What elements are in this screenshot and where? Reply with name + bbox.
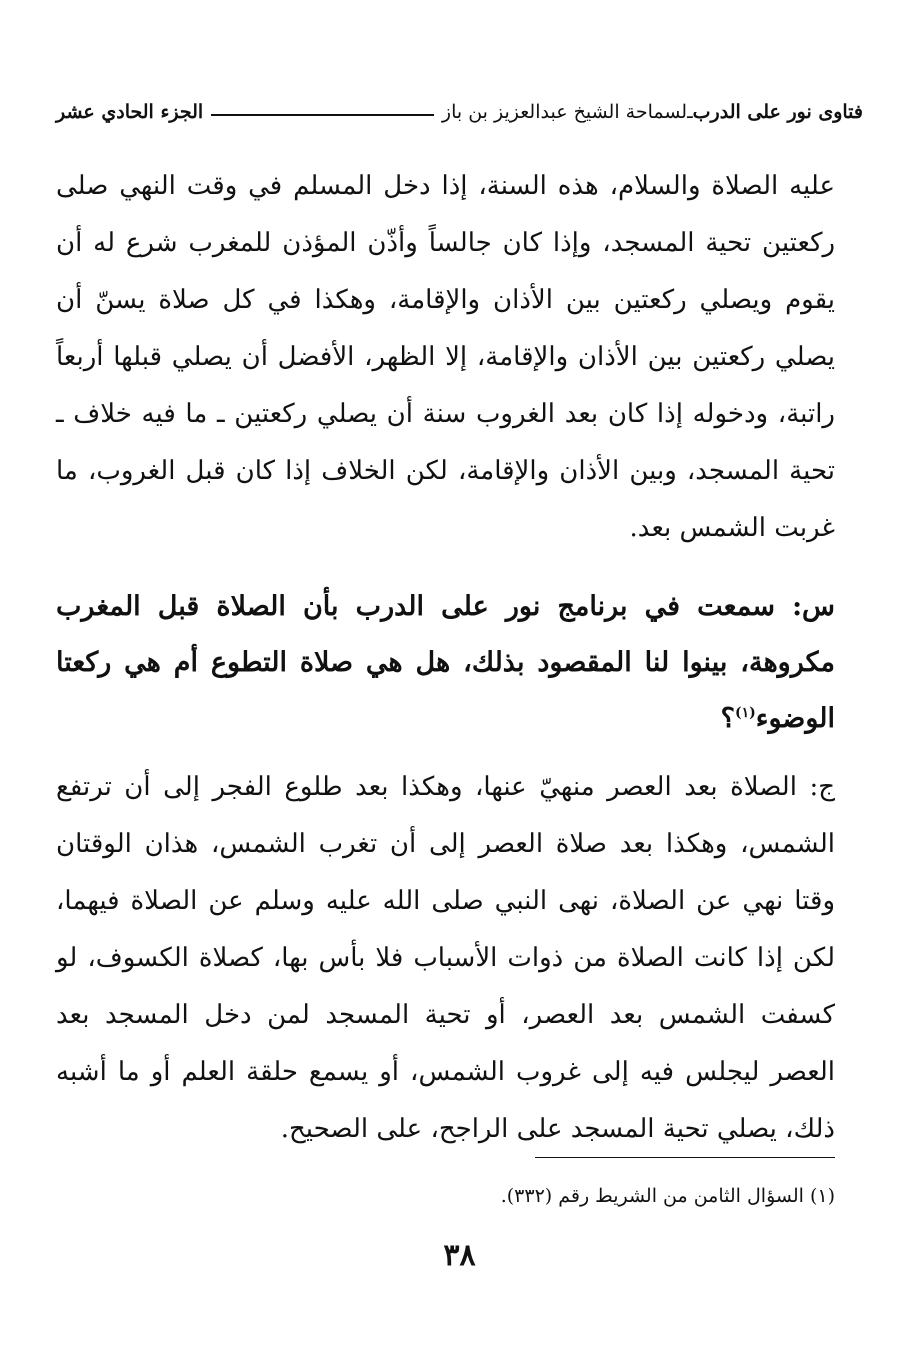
question-mark: ؟ xyxy=(720,703,735,734)
paragraph: عليه الصلاة والسلام، هذه السنة، إذا دخل المسلم في وقت النهي صلى ركعتين تحية المسجد، وإذا كان جالساً وأذّن المؤذن للمغرب شرع له أن يقوم ويصلي ركعتين بين الأذان والإقامة، وهكذا في كل صلاة يسنّ أن يصلي ركعتين بين الأذان والإقامة، إلا الظهر، الأفضل أن يصلي قبلها أربعاً راتبة، ودخوله إذا كان بعد الغروب سنة أن يصلي ركعتين ـ ما فيه خلاف ـ تحية المسجد، وبين الأذان والإقامة، لكن الخلاف إذا كان قبل الغروب، ما غربت الشمس بعد. xyxy=(56,171,835,543)
main-text xyxy=(56,158,835,1158)
question xyxy=(56,579,835,747)
running-header xyxy=(56,88,863,122)
footnote: (١) السؤال الثامن من الشريط رقم (٣٣٢). xyxy=(500,1185,835,1207)
question-text: س: سمعت في برنامج نور على الدرب بأن الصلاة قبل المغرب مكروهة، بينوا لنا المقصود بذلك، هل هي صلاة التطوع أم هي ركعتا الوضوء xyxy=(56,591,835,734)
book-author: لسماحة الشيخ عبدالعزيز بن باز xyxy=(441,101,688,123)
header-dash: ـ xyxy=(687,101,693,123)
answer: ج: الصلاة بعد العصر منهيّ عنها، وهكذا بعد طلوع الفجر إلى أن ترتفع الشمس، وهكذا بعد صلاة العصر إلى أن تغرب الشمس، هذان الوقتان وقتا نهي عن الصلاة، نهى النبي صلى الله عليه وسلم عن الصلاة فيهما، لكن إذا كانت الصلاة من ذوات الأسباب فلا بأس بها، كصلاة الكسوف، لو كسفت الشمس بعد العصر، أو تحية المسجد لمن دخل المسجد بعد العصر ليجلس فيه إلى غروب الشمس، أو يسمع حلقة العلم أو ما أشبه ذلك، يصلي تحية المسجد على الراجح، على الصحيح. xyxy=(56,772,835,1144)
page-number: ٣٨ xyxy=(443,1238,476,1273)
book-part: الجزء الحادي عشر xyxy=(56,101,204,123)
footnote-ref: (١) xyxy=(734,705,756,721)
book-title: فتاوى نور على الدرب xyxy=(692,101,863,123)
footnote-divider xyxy=(535,1157,835,1158)
header-rule xyxy=(211,114,434,116)
